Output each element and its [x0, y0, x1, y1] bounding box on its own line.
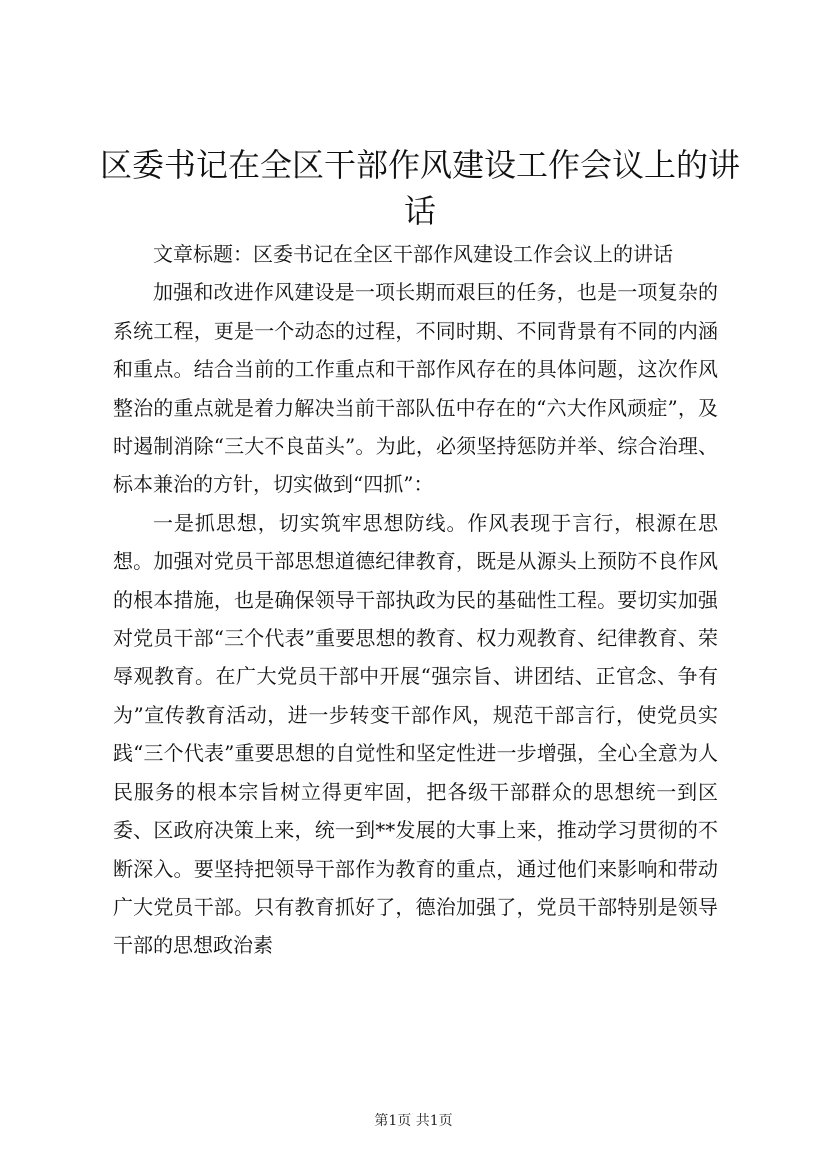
paragraph-intro: 加强和改进作风建设是一项长期而艰巨的任务，也是一项复杂的系统工程，更是一个动态的过程，不同时期、不同背景有不同的内涵和重点。结合当前的工作重点和干部作风存在的具体问题，这次作风整治的重点就是着力解决当前干部队伍中存在的“六大作风顽症”，及时遏制消除“三大不良苗头”。为此，必须坚持惩防并举、综合治理、标本兼治的方针，切实做到“四抓”： — [113, 280, 718, 497]
page-number-footer: 第1页 共1页 — [374, 1113, 453, 1129]
article-title-line: 文章标题：区委书记在全区干部作风建设工作会议上的讲话 — [153, 242, 673, 266]
document-title: 区委书记在全区干部作风建设工作会议上的讲话 — [100, 146, 741, 230]
document-body — [113, 235, 718, 965]
paragraph-point-one: 一是抓思想，切实筑牢思想防线。作风表现于言行，根源在思想。加强对党员干部思想道德纪律教育，既是从源头上预防不良作风的根本措施，也是确保领导干部执政为民的基础性工程。要切实加强对党员干部“三个代表”重要思想的教育、权力观教育、纪律教育、荣辱观教育。在广大党员干部中开展“强宗旨、讲团结、正官念、争有为”宣传教育活动，进一步转变干部作风，规范干部言行，使党员实践“三个代表”重要思想的自觉性和坚定性进一步增强，全心全意为人民服务的根本宗旨树立得更牢固，把各级干部群众的思想统一到区委、区政府决策上来，统一到**发展的大事上来，推动学习贯彻的不断深入。要坚持把领导干部作为教育的重点，通过他们来影响和带动广大党员干部。只有教育抓好了，德治加强了，党员干部特别是领导干部的思想政治素 — [113, 510, 718, 958]
